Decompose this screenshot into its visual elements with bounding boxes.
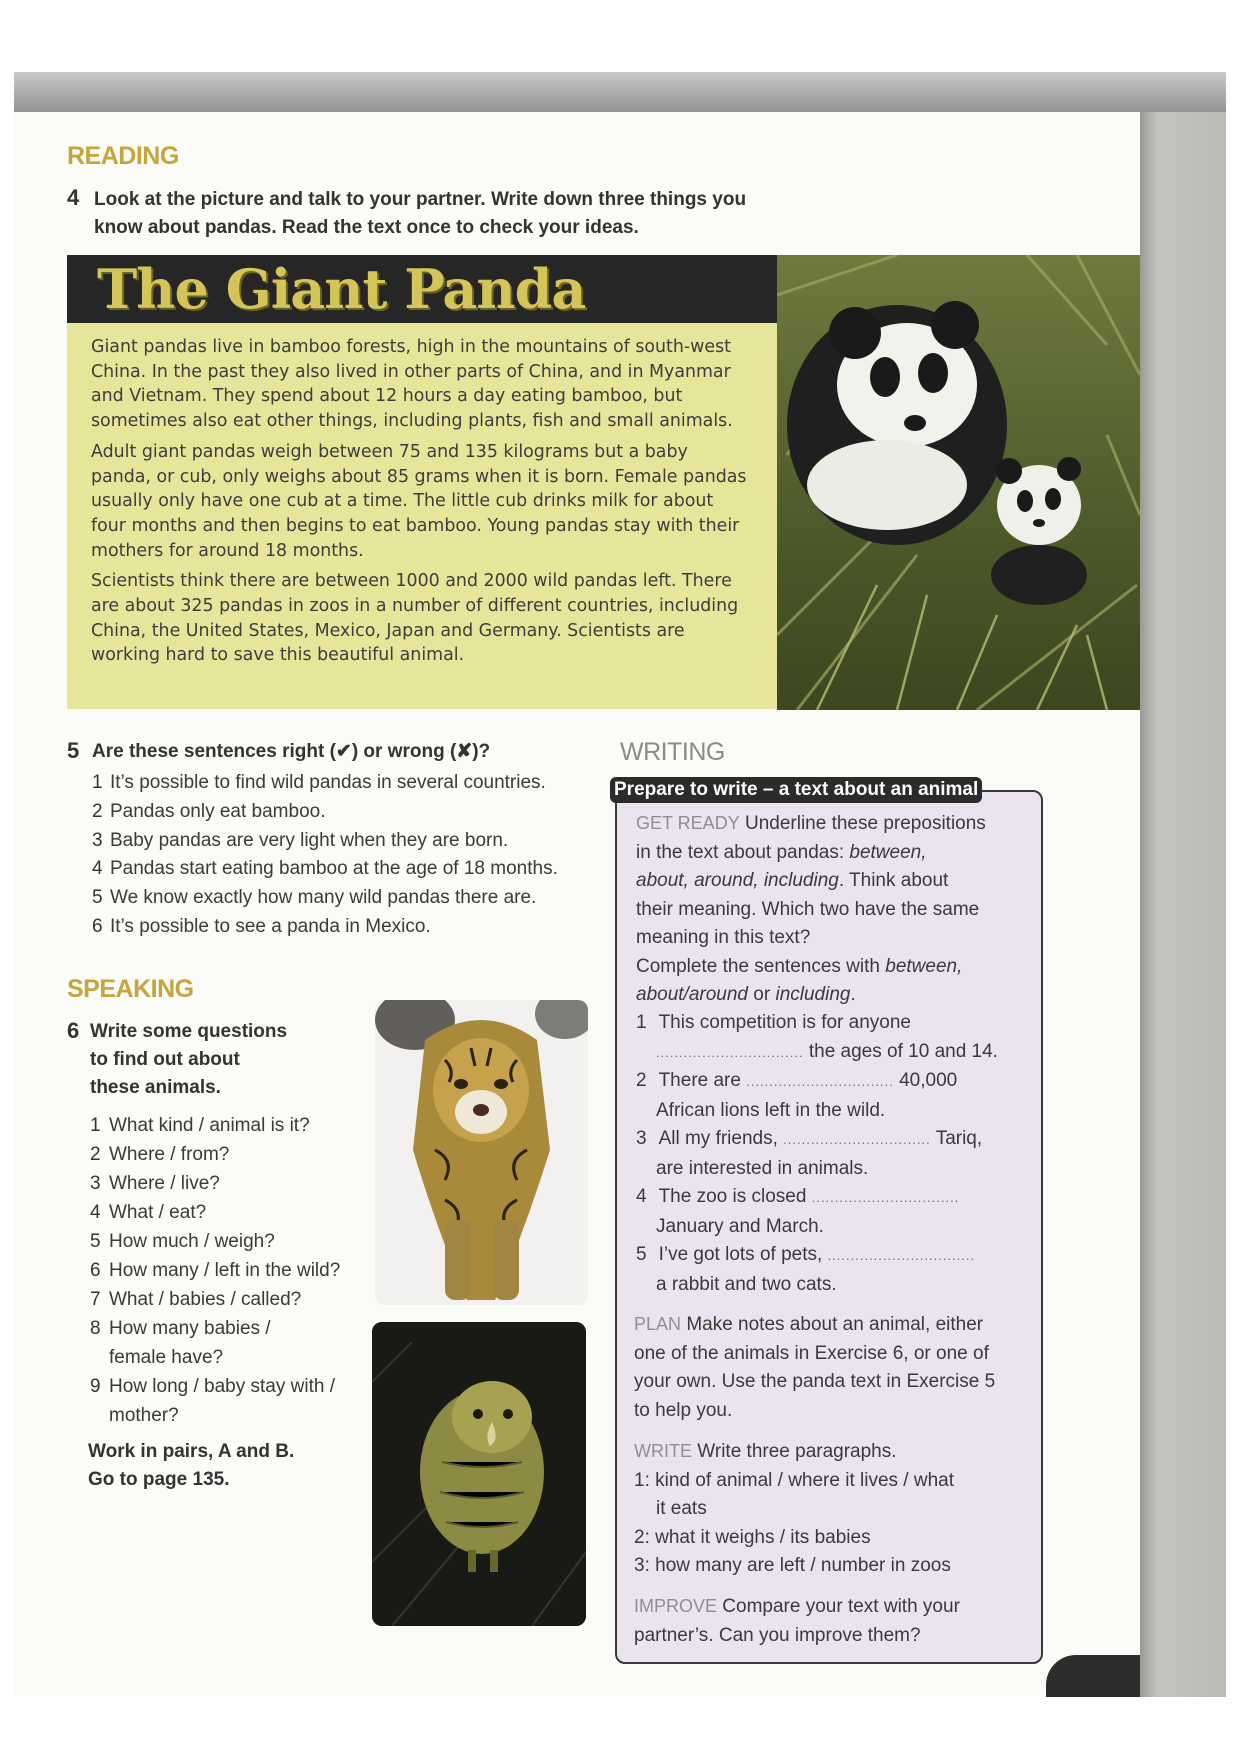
preposition-between: between, bbox=[849, 841, 927, 863]
pairs-instruction bbox=[88, 1438, 294, 1494]
plan-line-4: to help you. bbox=[634, 1399, 733, 1421]
list-item: We know exactly how many wild pandas there are. bbox=[110, 887, 537, 909]
exercise-5-prompt: Are these sentences right (✔) or wrong (✘)? bbox=[92, 741, 491, 762]
sentence-number: 4 bbox=[636, 1186, 647, 1207]
exercise-6-line-1: Write some questions bbox=[90, 1021, 288, 1042]
write-point-2: 2: what it weighs / its babies bbox=[634, 1526, 871, 1548]
exercise-6-list bbox=[90, 1111, 370, 1430]
option-about-around: about/around bbox=[636, 984, 748, 1005]
list-item-continued: female have? bbox=[109, 1347, 224, 1368]
improve-label: IMPROVE bbox=[634, 1596, 718, 1616]
sentence-5-part-b: a rabbit and two cats. bbox=[656, 1273, 837, 1295]
plan-line-2: one of the animals in Exercise 6, or one of bbox=[634, 1342, 989, 1364]
article-text-box bbox=[67, 323, 777, 709]
gap-fill-sentences bbox=[636, 1009, 1036, 1299]
item-number: 8 bbox=[90, 1318, 101, 1339]
get-ready-line-1: Underline these prepositions bbox=[744, 813, 986, 834]
get-ready-line-3: . Think about bbox=[838, 870, 949, 891]
prepare-to-write-banner: Prepare to write – a text about an animal bbox=[610, 777, 982, 803]
item-number: 4 bbox=[90, 1202, 101, 1223]
get-ready-line-4: their meaning. Which two have the same bbox=[636, 898, 980, 920]
list-item: Where / from? bbox=[109, 1144, 230, 1165]
list-item: How many / left in the wild? bbox=[109, 1260, 341, 1281]
item-number: 6 bbox=[92, 915, 103, 937]
sentence-3-part-c: are interested in animals. bbox=[656, 1157, 869, 1179]
speaking-heading: SPEAKING bbox=[67, 975, 194, 1003]
blank-line: ................................ bbox=[811, 1190, 960, 1205]
write-point-1-continued: it eats bbox=[656, 1498, 707, 1519]
write-line-1: Write three paragraphs. bbox=[697, 1441, 897, 1462]
exercise-6-number: 6 bbox=[67, 1018, 80, 1043]
pairs-line-2: Go to page 135. bbox=[88, 1469, 230, 1490]
list-item: Baby pandas are very light when they are born. bbox=[110, 829, 509, 851]
write-point-1: 1: kind of animal / where it lives / what bbox=[634, 1469, 954, 1491]
plan-label: PLAN bbox=[634, 1314, 682, 1334]
blank-line: ................................ bbox=[783, 1132, 931, 1147]
word-or: or bbox=[753, 984, 771, 1005]
sentence-number: 2 bbox=[636, 1070, 647, 1091]
kakapo-photo bbox=[372, 1322, 586, 1626]
get-ready-label: GET READY bbox=[636, 813, 740, 833]
improve-line-1: Compare your text with your bbox=[722, 1596, 960, 1617]
list-item: How many babies / bbox=[109, 1318, 271, 1339]
item-number: 1 bbox=[92, 772, 103, 793]
pairs-line-1: Work in pairs, A and B. bbox=[88, 1441, 295, 1462]
list-item: Pandas start eating bamboo at the age of 18 months. bbox=[110, 858, 558, 880]
item-number: 3 bbox=[92, 829, 103, 851]
sentence-5-part-a: I’ve got lots of pets, bbox=[658, 1244, 823, 1265]
option-including: including bbox=[775, 984, 851, 1005]
exercise-6-line-3: these animals. bbox=[90, 1077, 221, 1098]
list-item: What / eat? bbox=[109, 1202, 207, 1223]
get-ready-line-5: meaning in this text? bbox=[636, 927, 811, 948]
write-point-3: 3: how many are left / number in zoos bbox=[634, 1555, 951, 1576]
exercise-6-instruction bbox=[90, 1018, 287, 1102]
list-item: What / babies / called? bbox=[109, 1289, 302, 1310]
item-number: 5 bbox=[92, 887, 103, 909]
article-title-band bbox=[67, 255, 777, 323]
sentence-number: 5 bbox=[636, 1244, 647, 1265]
sentence-3-part-b: Tariq, bbox=[935, 1128, 983, 1149]
sentence-number: 1 bbox=[636, 1012, 647, 1033]
reading-heading: READING bbox=[67, 142, 179, 170]
sentence-1-part-b: the ages of 10 and 14. bbox=[808, 1040, 998, 1062]
list-item: How long / baby stay with / bbox=[109, 1376, 335, 1397]
sentence-3-part-a: All my friends, bbox=[658, 1128, 778, 1149]
blank-line: ................................ bbox=[827, 1248, 976, 1263]
scan-edge-top bbox=[14, 72, 1226, 116]
list-item: How much / weigh? bbox=[109, 1231, 275, 1252]
sentence-number: 3 bbox=[636, 1128, 647, 1149]
exercise-5-list bbox=[92, 772, 612, 945]
get-ready-line-2: in the text about pandas: bbox=[636, 841, 845, 863]
item-number: 2 bbox=[90, 1144, 101, 1165]
list-item: It’s possible to see a panda in Mexico. bbox=[110, 915, 431, 937]
writing-heading: WRITING bbox=[620, 738, 725, 766]
item-number: 1 bbox=[90, 1115, 101, 1136]
exercise-4-number: 4 bbox=[67, 185, 80, 210]
sentence-2-part-a: There are bbox=[658, 1070, 741, 1091]
sentence-2-part-c: African lions left in the wild. bbox=[656, 1099, 886, 1121]
exercise-4-instruction bbox=[94, 186, 746, 242]
scan-edge-right bbox=[1140, 112, 1226, 1697]
item-number: 9 bbox=[90, 1376, 101, 1397]
panda-photo bbox=[777, 255, 1140, 710]
list-item-continued: mother? bbox=[109, 1405, 179, 1426]
sentence-2-part-b: 40,000 bbox=[899, 1070, 958, 1091]
list-item: Pandas only eat bamboo. bbox=[110, 800, 326, 822]
blank-line: ................................ bbox=[746, 1074, 894, 1089]
item-number: 4 bbox=[92, 858, 103, 880]
item-number: 3 bbox=[90, 1173, 101, 1194]
sentence-1-part-a: This competition is for anyone bbox=[658, 1012, 911, 1033]
article-paragraph-2: Adult giant pandas weigh between 75 and 135 kilograms but a baby panda, or cub, only weighs about 85 grams when it is born. Female pandas usually only have one cub at a time. The little cub drinks milk for about four months and then begins to eat bamboo. Young pandas stay with their mothers for around 18 months. bbox=[91, 441, 747, 561]
complete-instruction: Complete the sentences with bbox=[636, 955, 880, 977]
plan-line-3: your own. Use the panda text in Exercise 5 bbox=[634, 1371, 996, 1392]
page-corner-decoration bbox=[1046, 1655, 1140, 1697]
list-item: Where / live? bbox=[109, 1173, 220, 1194]
sentence-4-part-a: The zoo is closed bbox=[658, 1186, 807, 1207]
exercise-4-line-1: Look at the picture and talk to your partner. Write down three things you bbox=[94, 189, 747, 210]
exercise-4-line-2: know about pandas. Read the text once to check your ideas. bbox=[94, 217, 639, 238]
blank-line: ................................ bbox=[656, 1044, 804, 1060]
tiger-photo bbox=[375, 1000, 588, 1305]
article-title: The Giant Panda bbox=[97, 257, 586, 321]
writing-get-ready bbox=[636, 809, 1036, 1010]
writing-improve bbox=[634, 1592, 1034, 1650]
list-item: It’s possible to find wild pandas in several countries. bbox=[110, 772, 546, 793]
write-label: WRITE bbox=[634, 1441, 692, 1461]
exercise-6-line-2: to find out about bbox=[90, 1049, 240, 1070]
prepositions-list: about, around, including bbox=[636, 870, 839, 891]
improve-line-2: partner’s. Can you improve them? bbox=[634, 1624, 921, 1646]
article-paragraph-1: Giant pandas live in bamboo forests, high in the mountains of south-west China. In the past they also lived in other parts of China, and in Myanmar and Vietnam. They spend about 12 hours a day eating bamboo, but sometimes also eat other things, including plants, fish and small animals. bbox=[91, 337, 733, 432]
item-number: 5 bbox=[90, 1231, 101, 1252]
item-number: 6 bbox=[90, 1260, 101, 1281]
period: . bbox=[850, 984, 856, 1005]
item-number: 7 bbox=[90, 1289, 101, 1310]
sentence-4-part-b: January and March. bbox=[656, 1215, 824, 1237]
article-paragraph-3: Scientists think there are between 1000 and 2000 wild pandas left. There are about 325 pandas in zoos in a number of different countries, including China, the United States, Mexico, Japan and Germany. Scientists are working hard to save this beautiful animal. bbox=[91, 571, 739, 666]
item-number: 2 bbox=[92, 800, 103, 822]
plan-line-1: Make notes about an animal, either bbox=[686, 1314, 984, 1335]
exercise-5-number: 5 bbox=[67, 738, 80, 763]
option-between: between, bbox=[885, 955, 963, 977]
writing-plan bbox=[634, 1310, 1034, 1425]
writing-write bbox=[634, 1437, 1034, 1581]
list-item: What kind / animal is it? bbox=[109, 1115, 310, 1136]
